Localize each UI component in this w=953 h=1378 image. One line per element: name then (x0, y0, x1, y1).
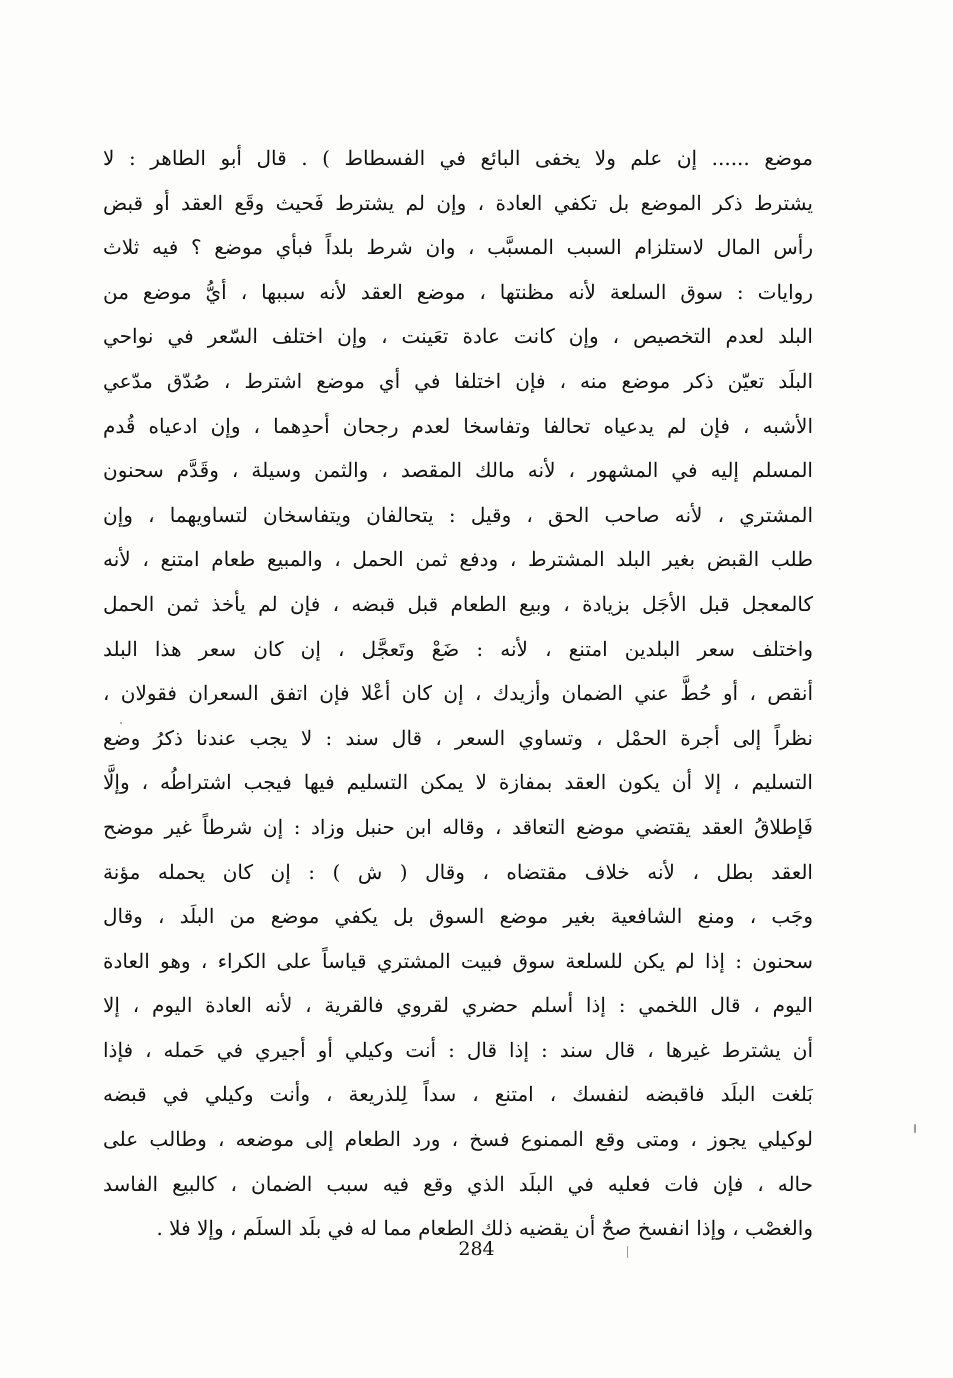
scan-speck (120, 722, 122, 724)
text-line: وجَب ، ومنع الشافعية بغير موضع السوق بل يكفي موضع من البلَد ، وقال (103, 904, 813, 929)
text-line: سحنون : إذا لم يكن للسلعة سوق فبيت المشتري قياساً على الكراء ، وهو العادة (103, 948, 813, 973)
text-line: البلد لعدم التخصيص ، وإن كانت عادة تعَينت ، وإن اختلف السّعر في نواحي (103, 324, 813, 349)
text-line: موضع ...... إن علم ولا يخفى البائع في الفسطاط ) . قال أبو الطاهر : لا (103, 146, 813, 170)
text-line: المسلم إليه في المشهور ، لأنه مالك المقصد ، والثمن وسيلة ، وقَدَّم سحنون (103, 458, 813, 483)
text-line: حاله ، فإن فات فعليه في البلَد الذي وقع فيه سبب الضمان ، كالبيع الفاسد (103, 1171, 813, 1196)
text-line: روايات : سوق السلعة لأنه مظنتها ، موضع العقد لأنه سببها ، أيُّ موضع من (103, 279, 813, 304)
text-line: التسليم ، إلا أن يكون العقد بمفازة لا يمكن التسليم فيها فيجب اشتراطُه ، وإلَّا (103, 770, 813, 795)
text-line: رأس المال لاستلزام السبب المسبَّب ، وان شرط بلداً فبأي موضع ؟ فيه ثلاث (103, 235, 813, 260)
page-body-text (103, 136, 813, 1251)
text-line: الأشبه ، فإن لم يدعياه تحالفا وتفاسخا لعدم رجحان أحدِهما ، وإن ادعياه قُدم (103, 413, 813, 438)
text-line: فَإطلاقُ العقد يقتضي موضع التعاقد ، وقاله ابن حنبل وزاد : إن شرطاً غير موضح (103, 814, 813, 839)
text-line: والغصْب ، وإذا انفسخ صحٌ أن يقضيه ذلك الطعام مما له في بلَد السلَم ، وإلا فلا . (156, 1216, 813, 1241)
scan-speck (627, 1246, 628, 1258)
text-line: البلَد تعيّن ذكر موضع منه ، فإن اختلفا في أي موضع اشترط ، صُدّق مدّعي (103, 368, 813, 393)
text-line: العقد بطل ، لأنه خلاف مقتضاه ، وقال ( ش ) : إن كان يحمله مؤنة (103, 859, 813, 884)
text-line: اليوم ، قال اللخمي : إذا أسلم حضري لقروي فالقرية ، لأنه العادة اليوم ، إلا (103, 993, 813, 1018)
text-line: المشتري ، لأنه صاحب الحق ، وقيل : يتحالفان ويتفاسخان لتساويهما ، وإن (103, 502, 813, 527)
text-line: أن يشترط غيرها ، قال سند : إذا قال : أنت وكيلي أو أجيري في حَمله ، فإذا (103, 1037, 813, 1062)
text-line: بَلغت البلَد فاقبضه لنفسك ، امتنع ، سداً لِلذريعة ، وأنت وكيلي في قبضه (103, 1082, 813, 1107)
text-line: طلب القبض بغير البلد المشترط ، ودفع ثمن الحمل ، والمبيع طعام امتنع ، لأنه (103, 547, 813, 572)
scan-speck (914, 1124, 916, 1133)
text-line: كالمعجل قبل الأجَل بزيادة ، وبيع الطعام قبل قبضه ، فإن لم يأخذ ثمن الحمل (103, 591, 813, 616)
page-number: 284 (458, 1238, 495, 1260)
text-line: أنقص ، أو حُطَّ عني الضمان وأزيدك ، إن كان أعْلا فإن اتفق السعران فقولان ، (103, 681, 813, 706)
text-line: واختلف سعر البلدين امتنع ، لأنه : ضَعْ وتَعجَّل ، إن كان سعر هذا البلد (103, 636, 813, 661)
text-line: لوكيلي يجوز ، ومتى وقع الممنوع فسخ ، ورد الطعام إلى موضعه ، وطالب على (103, 1127, 813, 1152)
text-line: يشترط ذكر الموضع بل تكفي العادة ، وإن لم يشترط فَحيث وقَع العقد أو قبض (103, 190, 813, 215)
text-line: نظراً إلى أجرة الحمْل ، وتساوي السعر ، قال سند : لا يجب عندنا ذكرُ وضع (103, 725, 813, 750)
